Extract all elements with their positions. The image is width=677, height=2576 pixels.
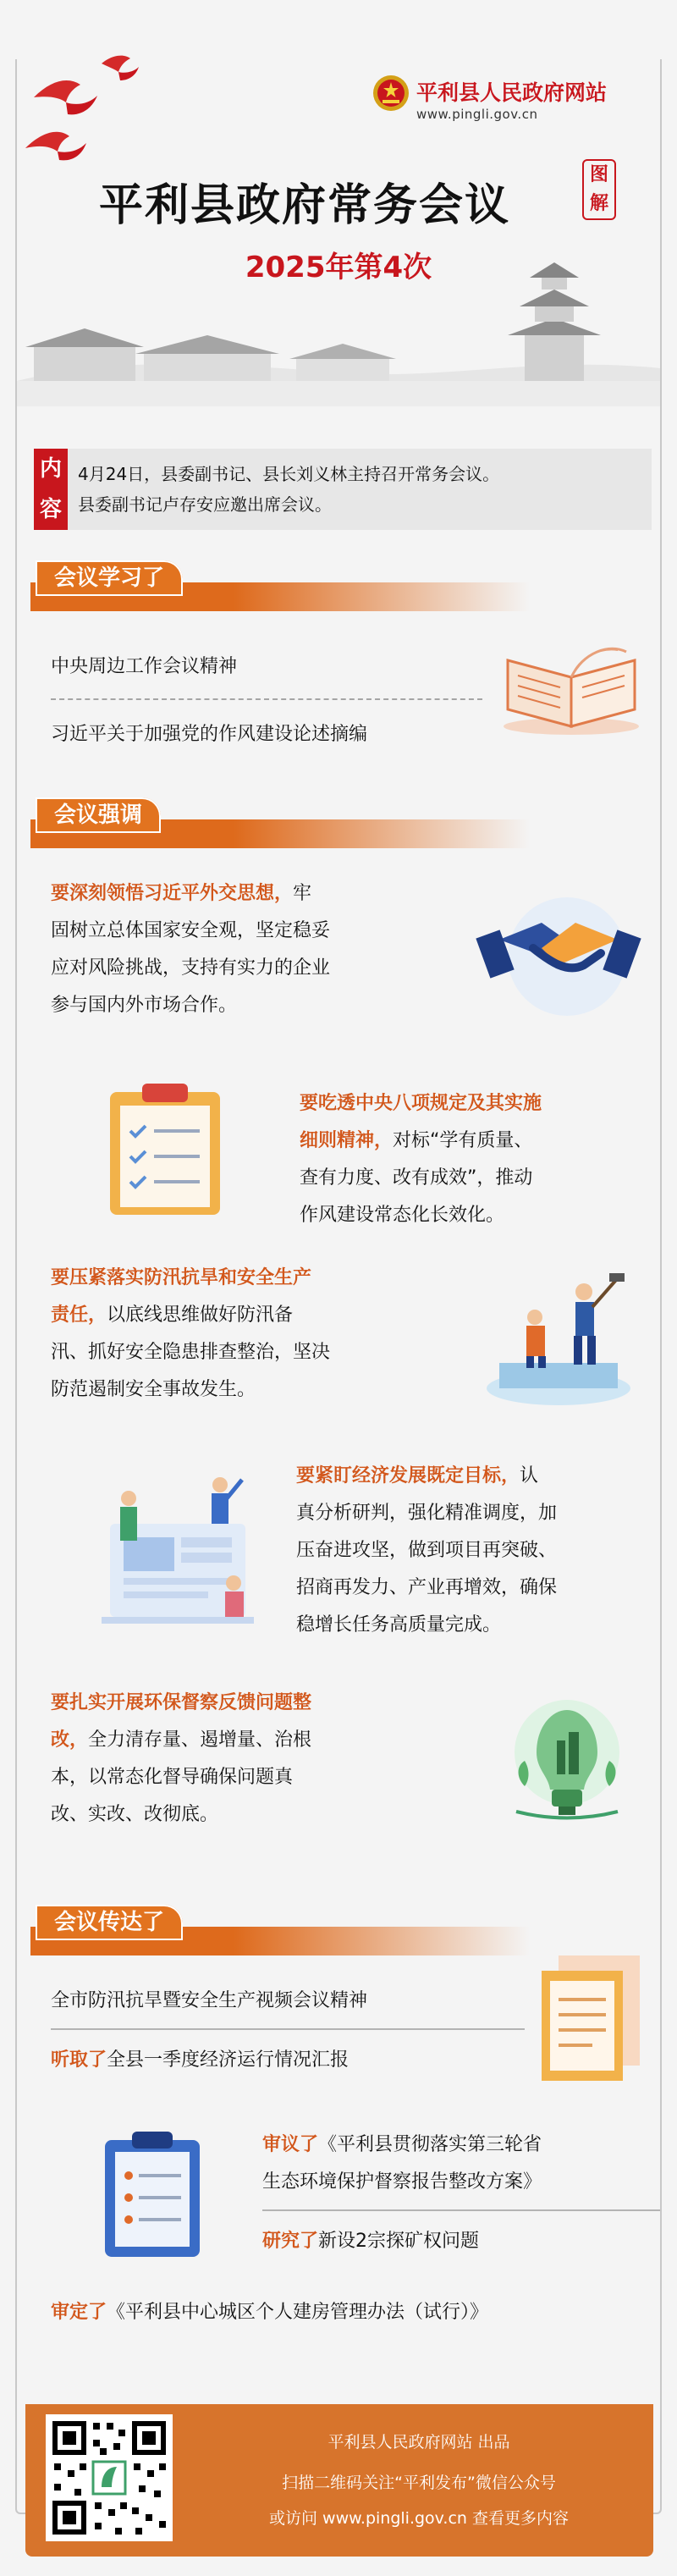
convey-item xyxy=(262,2126,660,2201)
badge-char: 图 xyxy=(589,164,608,185)
badge-char: 解 xyxy=(589,193,608,214)
emphasis-point-5 xyxy=(51,1685,457,1834)
office-team-icon xyxy=(85,1465,271,1634)
intro-line: 县委副书记卢存安应邀出席会议。 xyxy=(78,494,332,515)
point-highlight: 要扎实开展环保督察反馈问题整 xyxy=(51,1692,312,1713)
footer-publisher: 平利县人民政府网站 出品 xyxy=(327,2433,510,2452)
intro-line: 4月24日，县委副书记、县长刘义林主持召开常务会议。 xyxy=(78,464,500,484)
graphic-badge xyxy=(582,159,616,220)
eco-lightbulb-icon xyxy=(491,1685,643,1837)
qr-code-icon[interactable] xyxy=(46,2414,173,2541)
convey-prefix: 研究了 xyxy=(262,2231,319,2252)
point-text: 改、实改、改彻底。 xyxy=(51,1804,219,1825)
intro-tag-char: 容 xyxy=(39,497,62,522)
convey-item xyxy=(51,2045,349,2071)
point-highlight: 要吃透中央八项规定及其实施 xyxy=(300,1093,542,1114)
convey-prefix: 听取了 xyxy=(51,2049,107,2071)
convey-text: 全县一季度经济运行情况汇报 xyxy=(107,2049,350,2071)
divider xyxy=(51,698,482,700)
footer xyxy=(25,2404,653,2557)
intro-text xyxy=(78,459,645,520)
point-highlight: 改， xyxy=(51,1729,89,1751)
point-text: 牢 xyxy=(293,883,312,904)
section-heading-study xyxy=(30,559,657,613)
site-header xyxy=(372,74,660,125)
convey-text: 生态环境保护督察报告整改方案》 xyxy=(262,2171,542,2193)
point-text: 全力清存量、遏增量、治根 xyxy=(88,1729,312,1751)
footer-follow: 扫描二维码关注“平利发布”微信公众号 xyxy=(282,2474,556,2492)
point-text: 稳增长任务高质量完成。 xyxy=(296,1614,502,1636)
flood-workers-icon xyxy=(482,1261,635,1414)
point-text: 参与国内外市场合作。 xyxy=(51,995,238,1016)
point-text: 防范遏制安全事故发生。 xyxy=(51,1379,256,1400)
convey-text: 全市防汛抗旱暨安全生产视频会议精神 xyxy=(51,1990,368,2011)
point-text: 招商再发力、产业再增效，确保 xyxy=(296,1577,558,1598)
point-text: 以底线思维做好防汛备 xyxy=(107,1305,294,1326)
documents-icon xyxy=(525,1947,652,2091)
emphasis-point-3 xyxy=(51,1260,457,1409)
point-text: 应对风险挑战，支持有实力的企业 xyxy=(51,957,331,979)
divider xyxy=(262,2209,660,2211)
point-text: 认 xyxy=(520,1465,539,1487)
section-heading-emphasis xyxy=(30,796,657,850)
convey-prefix: 审定了 xyxy=(51,2302,107,2323)
study-item: 中央周边工作会议精神 xyxy=(51,656,238,677)
page-subtitle: 2025年第4次 xyxy=(245,251,432,284)
point-highlight: 细则精神， xyxy=(300,1130,394,1151)
point-text: 本，以常态化督导确保问题真 xyxy=(51,1767,294,1788)
point-text: 查有力度、改有成效”，推动 xyxy=(300,1167,533,1189)
site-name: 平利县人民政府网站 xyxy=(416,80,608,105)
point-text: 对标“学有质量、 xyxy=(393,1130,533,1151)
handshake-icon xyxy=(474,880,643,1024)
emphasis-point-1 xyxy=(51,875,457,1024)
intro-tag xyxy=(34,449,68,530)
national-emblem-icon xyxy=(372,74,410,112)
section-label: 会议学习了 xyxy=(36,560,183,596)
open-book-icon xyxy=(499,626,643,736)
convey-item xyxy=(262,2226,479,2253)
point-highlight: 责任， xyxy=(51,1305,107,1326)
landscape-illustration xyxy=(17,254,660,406)
point-highlight: 要深刻领悟习近平外交思想， xyxy=(51,883,294,904)
doves-icon xyxy=(17,47,161,174)
convey-item xyxy=(51,1986,367,2012)
convey-text: 《平利县贯彻落实第三轮省 xyxy=(318,2134,542,2155)
meeting-intro xyxy=(34,449,652,530)
point-text: 汛、抓好安全隐患排查整治，坚决 xyxy=(51,1342,331,1363)
point-highlight: 要紧盯经济发展既定目标， xyxy=(296,1465,520,1487)
convey-text: 新设2宗探矿权问题 xyxy=(318,2231,480,2252)
emphasis-point-4 xyxy=(296,1458,660,1644)
point-text: 固树立总体国家安全观，坚定稳妥 xyxy=(51,920,331,941)
page-title: 平利县政府常务会议 xyxy=(98,180,510,231)
point-text: 作风建设常态化长效化。 xyxy=(300,1205,505,1226)
point-text: 压奋进攻坚，做到项目再突破、 xyxy=(296,1540,558,1561)
footer-visit: 或访问 www.pingli.gov.cn 查看更多内容 xyxy=(268,2509,569,2528)
clipboard-checklist-icon xyxy=(93,1075,237,1219)
emphasis-point-2 xyxy=(300,1085,655,1234)
convey-item xyxy=(51,2297,488,2324)
section-label: 会议传达了 xyxy=(36,1905,183,1940)
divider xyxy=(51,2028,525,2030)
convey-prefix: 审议了 xyxy=(262,2134,319,2155)
point-text: 真分析研判，强化精准调度，加 xyxy=(296,1503,558,1524)
section-label: 会议强调 xyxy=(36,797,161,833)
site-url: www.pingli.gov.cn xyxy=(416,107,538,122)
study-item: 习近平关于加强党的作风建设论述摘编 xyxy=(51,724,368,745)
point-highlight: 要压紧落实防汛抗旱和安全生产 xyxy=(51,1267,312,1288)
intro-tag-char: 内 xyxy=(39,456,62,482)
clipboard-list-icon xyxy=(93,2125,212,2260)
convey-text: 《平利县中心城区个人建房管理办法（试行）》 xyxy=(107,2302,489,2323)
